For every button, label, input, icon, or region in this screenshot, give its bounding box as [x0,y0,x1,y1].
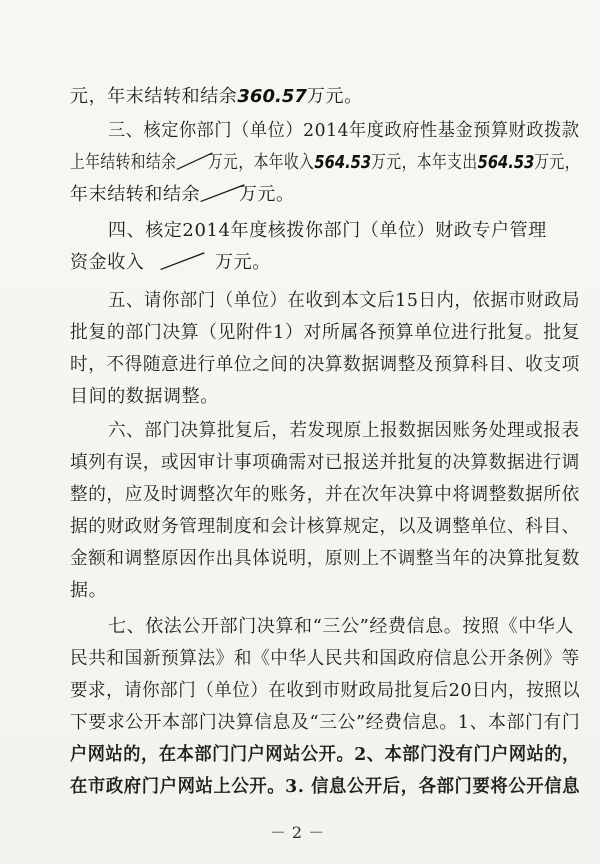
text-line-2 [108,120,580,142]
handwritten-slash: ／ [198,184,241,205]
text-line-5 [108,220,547,242]
text-segment: 金额和调整原因作出具体说明，原则上不调整当年的决算批复数 [70,548,580,569]
text-line-6 [70,252,271,274]
text-segment: 万元，本年收入 [207,152,315,173]
text-line-14 [70,516,580,538]
text-line-18 [70,648,580,670]
text-line-20 [70,712,580,734]
text-line-13 [70,484,580,506]
text-line-8 [70,322,580,344]
text-segment: 万元。 [215,252,271,273]
text-segment: 上年结转和结余 [70,152,177,173]
handwritten-slash: ／ [175,152,210,173]
text-segment: 万元， [534,152,580,173]
text-segment: 万元。 [306,86,363,107]
text-line-21 [70,744,580,766]
text-segment: 填列有误，或因审计事项确需对已报送并批复的决算数据进行调 [70,452,580,473]
text-line-1 [70,86,363,108]
text-segment: 六、部门决算批复后，若发现原上报数据因账务处理或报表 [108,420,580,441]
text-segment: 三、核定你部门（单位）2014年度政府性基金预算财政拨款 [108,120,580,141]
text-line-7 [108,290,580,312]
text-line-22 [70,776,580,798]
page-number: －2－ [269,823,331,842]
handwritten-amount: 564.53 [314,152,372,173]
text-segment: 整的，应及时调整次年的账务，并在次年决算中将调整数据所依 [70,484,580,505]
text-segment: 万元，本年支出 [371,152,478,173]
text-segment: 要求，请你部门（单位）在收到市财政局批复后20日内，按照以 [70,680,581,701]
text-segment: 时，不得随意进行单位之间的决算数据调整及预算科目、收支项 [70,354,580,375]
text-line-12 [70,452,580,474]
text-segment: 万元。 [238,184,295,205]
text-segment: 民共和国新预算法》和《中华人民共和国政府信息公开条例》等 [70,648,580,669]
text-line-9 [70,354,580,376]
handwritten-amount: 564.53 [477,152,535,173]
text-segment: 五、请你部门（单位）在收到本文后15日内，依据市财政局 [108,290,581,311]
text-line-15 [70,548,580,570]
handwritten-amount: 360.57 [237,86,307,107]
text-segment: 批复的部门决算（见附件1）对所属各预算单位进行批复。批复 [70,322,581,343]
text-line-11 [108,420,580,442]
text-line-17 [108,616,574,638]
text-segment: 目间的数据调整。 [70,386,219,407]
text-segment: 在市政府门户网站上公开。3. 信息公开后，各部门要将公开信息 [70,776,581,797]
text-line-19 [70,680,580,702]
text-segment: 七、依法公开部门决算和“三公”经费信息。按照《中华人 [108,616,575,637]
text-segment: 年末结转和结余 [70,184,201,205]
text-segment: 据的财政财务管理制度和会计核算规定，以及调整单位、科目、 [70,516,580,537]
text-line-4 [70,184,295,206]
text-segment: 四、核定2014年度核拨你部门（单位）财政专户管理 [108,220,547,241]
text-line-10 [70,386,219,408]
text-segment: 元，年末结转和结余 [70,86,238,107]
text-segment: 资金收入 [70,252,145,273]
text-segment: 据。 [70,580,108,601]
text-line-3 [70,152,580,174]
text-segment: 户网站的，在本部门门户网站公开。2、本部门没有门户网站的， [70,744,580,765]
text-line-16 [70,580,107,602]
text-segment: 下要求公开本部门决算信息及“三公”经费信息。1、本部门有门 [70,712,581,733]
handwritten-slash: ／ [159,252,201,273]
